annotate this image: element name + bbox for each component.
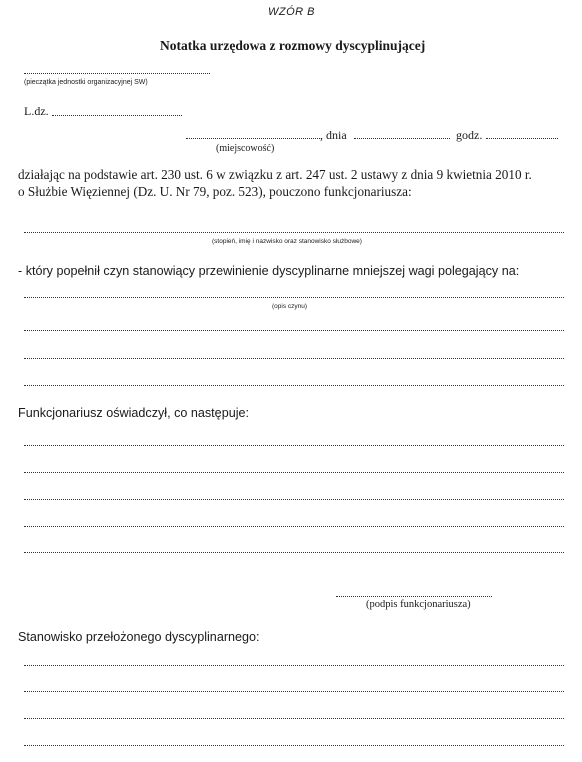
intro-line-2: o Służbie Więziennej (Dz. U. Nr 79, poz. 523), pouczono funkcjonariusza: [18, 184, 412, 199]
officer-field[interactable] [24, 232, 564, 233]
signature-field[interactable] [336, 596, 492, 597]
offence-line-3[interactable] [24, 358, 564, 359]
offence-line-1[interactable] [24, 297, 564, 298]
date-field[interactable] [354, 138, 450, 139]
ldz-field[interactable] [52, 115, 182, 116]
supervisor-heading: Stanowisko przełożonego dyscyplinarnego: [18, 630, 260, 644]
stamp-line[interactable] [24, 73, 210, 74]
statement-line-1[interactable] [24, 445, 564, 446]
statement-line-5[interactable] [24, 552, 564, 553]
date-label: , dnia [320, 128, 347, 142]
intro-line-1: działając na podstawie art. 230 ust. 6 w związku z art. 247 ust. 2 ustawy z dnia 9 kwietnia 2010 r. [18, 167, 532, 182]
ldz-label: L.dz. [24, 104, 49, 118]
place-caption: (miejscowość) [216, 143, 275, 154]
document-title: Notatka urzędowa z rozmowy dyscyplinującej [160, 38, 426, 53]
signature-caption: (podpis funkcjonariusza) [366, 599, 471, 610]
offence-heading: - który popełnił czyn stanowiący przewinienie dyscyplinarne mniejszej wagi polegający na: [18, 264, 520, 278]
statement-line-3[interactable] [24, 499, 564, 500]
statement-line-2[interactable] [24, 472, 564, 473]
supervisor-line-4[interactable] [24, 745, 564, 746]
offence-line-4[interactable] [24, 385, 564, 386]
offence-line-2[interactable] [24, 330, 564, 331]
hour-field[interactable] [486, 138, 558, 139]
supervisor-line-1[interactable] [24, 665, 564, 666]
form-template-label: WZÓR B [268, 6, 315, 18]
hour-label: godz. [456, 128, 483, 142]
statement-line-4[interactable] [24, 526, 564, 527]
supervisor-line-3[interactable] [24, 718, 564, 719]
place-field[interactable] [186, 138, 322, 139]
statement-heading: Funkcjonariusz oświadczył, co następuje: [18, 406, 249, 420]
stamp-caption: (pieczątka jednostki organizacyjnej SW) [24, 79, 148, 86]
supervisor-line-2[interactable] [24, 691, 564, 692]
officer-caption: (stopień, imię i nazwisko oraz stanowisko służbowe) [212, 238, 362, 245]
offence-caption: (opis czynu) [272, 303, 308, 310]
